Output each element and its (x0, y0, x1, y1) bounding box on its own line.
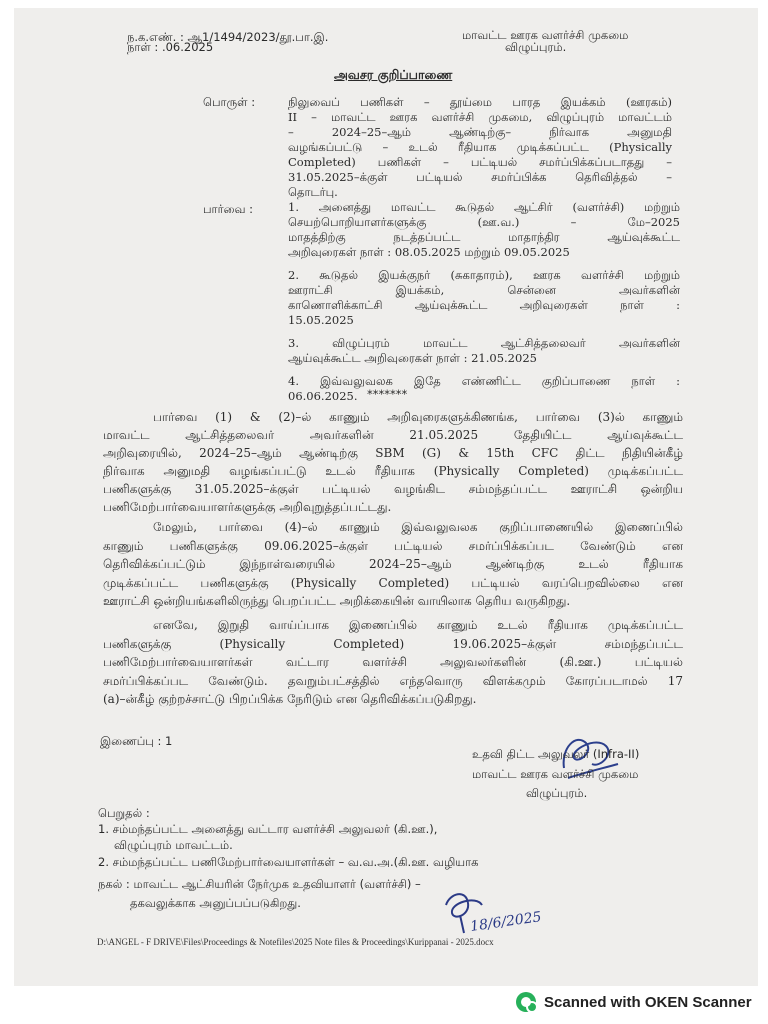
para2-line: மேலும், பார்வை (4)–ல் காணும் இவ்வலுவலக குறிப்பாணையில் இணைப்பில் (153, 520, 683, 534)
para1-line: பணிகளுக்கு 31.05.2025–க்குள் பட்டியல் வழங்கிட சம்மந்தப்பட்ட ஊராட்சி ஒன்றிய (103, 482, 683, 496)
reference-item (288, 268, 680, 328)
recipient-2: 2. சம்மந்தப்பட்ட பணிமேற்பார்வையாளர்கள் – வ.வ.அ.(கி.ஊ. வழியாக (98, 855, 479, 869)
subjectBlock-line: II – மாவட்ட ஊரக வளர்ச்சி முகமை, விழுப்புரம் மாவட்டம் (288, 110, 672, 124)
reference-line: 4. இவ்வலுவலக இதே எண்ணிட்ட குறிப்பாணை நாள் : (288, 374, 680, 388)
scanner-label: Scanned with OKEN Scanner (544, 993, 752, 1011)
signatory-office: மாவட்ட ஊரக வளர்ச்சி முகமை (472, 767, 639, 781)
reference-line: அறிவுரைகள் நாள் : 08.05.2025 மற்றும் 09.05.2025 (288, 245, 570, 259)
para1-line: நிர்வாக அனுமதி வழங்கப்பட்டு உடல் ரீதியாக (Physically Completed) முடிக்கப்பட்ட (103, 464, 683, 478)
reference-line: 15.05.2025 (288, 313, 354, 327)
para3-line: (a)–ன்கீழ் குற்றச்சாட்டு பிறப்பிக்க நேரிடும் என தெரிவிக்கப்படுகிறது. (103, 692, 477, 706)
reference-line: ஆய்வுக்கூட்ட அறிவுரைகள் நாள் : 21.05.2025 (288, 351, 537, 365)
recipients-label: பெறுதல் : (98, 806, 150, 820)
signatory-title: உதவி திட்ட அலுவலர் (Infra-II) (472, 747, 640, 761)
recipient-1-location: விழுப்புரம் மாவட்டம். (114, 838, 233, 852)
memo-title: அவசர குறிப்பாணை (334, 67, 453, 82)
para2-line: தெரிவிக்கப்பட்டும் இந்நாள்வரையில் 2024–25–ஆம் ஆண்டிற்கு உடல் ரீதியாக (103, 557, 683, 571)
reference-line: 3. விழுப்புரம் மாவட்ட ஆட்சித்தலைவர் அவர்களின் (288, 336, 680, 350)
subject-block (288, 95, 672, 200)
reference-item (288, 374, 680, 404)
enclosure-count: இணைப்பு : 1 (100, 734, 173, 748)
reference-line: 06.06.2025. (288, 389, 358, 403)
scanner-logo-icon (516, 992, 536, 1012)
reference-line: காணொளிக்காட்சி ஆய்வுக்கூட்ட அறிவுரைகள் நாள் : (288, 298, 680, 312)
para3-line: பணிமேற்பார்வையாளர்கள் வட்டார வளர்ச்சி அலுவலர்களின் (கி.ஊ.) பட்டியல் (103, 655, 683, 669)
subjectBlock-line: – 2024–25–ஆம் ஆண்டிற்கு– நிர்வாக அனுமதி (288, 125, 672, 139)
paragraph-3 (103, 616, 683, 709)
signatory-location: விழுப்புரம். (526, 786, 588, 800)
subjectBlock-line: 31.05.2025–க்குள் பட்டியல் சமர்ப்பிக்க தெரிவித்தல் – (288, 170, 672, 184)
para1-line: மாவட்ட ஆட்சித்தலைவர் அவர்களின் 21.05.2025 தேதியிட்ட ஆய்வுக்கூட்ட (103, 428, 683, 442)
subjectBlock-line: நிலுவைப் பணிகள் – தூய்மை பாரத இயக்கம் (ஊரகம்) (288, 95, 672, 109)
copy-to: நகல் : மாவட்ட ஆட்சியரின் நேர்முக உதவியாளர் (வளர்ச்சி) – (98, 877, 421, 891)
para1-line: அறிவுரையில், 2024–25–ஆம் ஆண்டிற்கு SBM (G) & 15th CFC திட்ட நிதியின்கீழ் (103, 446, 683, 460)
reference-number: ந.க.எண். : ஆ1/1494/2023/தூ.பா.இ. (127, 30, 329, 44)
para2-line: முடிக்கப்பட்ட பணிகளுக்கு (Physically Completed) பட்டியல் வரப்பெறவில்லை என (103, 575, 683, 590)
reference-line: ஊராட்சி இயக்கம், சென்னை அவர்களின் (288, 283, 680, 297)
document-date: நாள் : .06.2025 (127, 40, 214, 54)
para1-line: பார்வை (1) & (2)–ல் காணும் அறிவுரைகளுக்கிணங்க, பார்வை (3)ல் காணும் (153, 410, 683, 424)
subjectBlock-line: தொடர்பு. (288, 185, 338, 199)
signature-date: 18/6/2025 (469, 909, 543, 935)
para3-line: எனவே, இறுதி வாய்ப்பாக இணைப்பில் காணும் உடல் ரீதியாக முடிக்கப்பட்ட (153, 618, 683, 632)
para1-line: பணிமேற்பார்வையாளர்களுக்கு அறிவுறுத்தப்பட்டது. (103, 500, 392, 514)
paragraph-2 (103, 518, 683, 611)
reference-line: 1. அனைத்து மாவட்ட கூடுதல் ஆட்சிர் (வளர்ச்சி) மற்றும் (288, 200, 680, 214)
reference-line: மாதத்திற்கு நடத்தப்பட்ட மாதாந்திர ஆய்வுக்கூட்ட (288, 230, 680, 244)
separator-stars: ******* (367, 387, 408, 401)
subject-label: பொருள் : (203, 95, 256, 109)
references-label: பார்வை : (203, 202, 253, 216)
subjectBlock-line: Completed) பணிகள் – பட்டியல் சமர்ப்பிக்கப்படாதது – (288, 155, 672, 169)
paragraph-1 (103, 408, 683, 516)
file-path-footer: D:\ANGEL - F DRIVE\Files\Proceedings & Notefiles\2025 Note files & Proceedings\Kurippanai - 2025.docx (97, 937, 494, 947)
copy-purpose: தகவலுக்காக அனுப்பப்படுகிறது. (130, 896, 301, 910)
office-location: விழுப்புரம். (505, 40, 567, 54)
scanner-watermark (516, 990, 752, 1014)
para3-line: பணிகளுக்கு (Physically Completed) 19.06.2025–க்குள் சம்மந்தப்பட்ட (103, 636, 683, 651)
office-name: மாவட்ட ஊரக வளர்ச்சி முகமை (462, 28, 629, 42)
para2-line: ஊராட்சி ஒன்றியங்களிலிருந்து பெறப்பட்ட அறிக்கையின் வாயிலாக தெரிய வருகிறது. (103, 594, 571, 608)
subjectBlock-line: வழங்கப்பட்டு – உடல் ரீதியாக முடிக்கப்பட்ட (Physically (288, 140, 672, 154)
reference-line: 2. கூடுதல் இயக்குநர் (சுகாதாரம்), ஊரக வளர்ச்சி மற்றும் (288, 268, 680, 282)
reference-line: செயற்பொறியாளர்களுக்கு (ஊ.வ.) – மே–2025 (288, 215, 680, 229)
para3-line: சமர்ப்பிக்கப்பட வேண்டும். தவறும்பட்சத்தில் எந்தவொரு விளக்கமும் கோரப்படாமல் 17 (103, 673, 683, 688)
reference-item (288, 336, 680, 366)
para2-line: காணும் பணிகளுக்கு 09.06.2025–க்குள் பட்டியல் சமர்ப்பிக்கப்பட வேண்டும் என (103, 538, 683, 553)
reference-item (288, 200, 680, 260)
references-block (288, 200, 680, 412)
recipient-1: 1. சம்மந்தப்பட்ட அனைத்து வட்டார வளர்ச்சி அலுவலர் (கி.ஊ.), (98, 822, 438, 836)
